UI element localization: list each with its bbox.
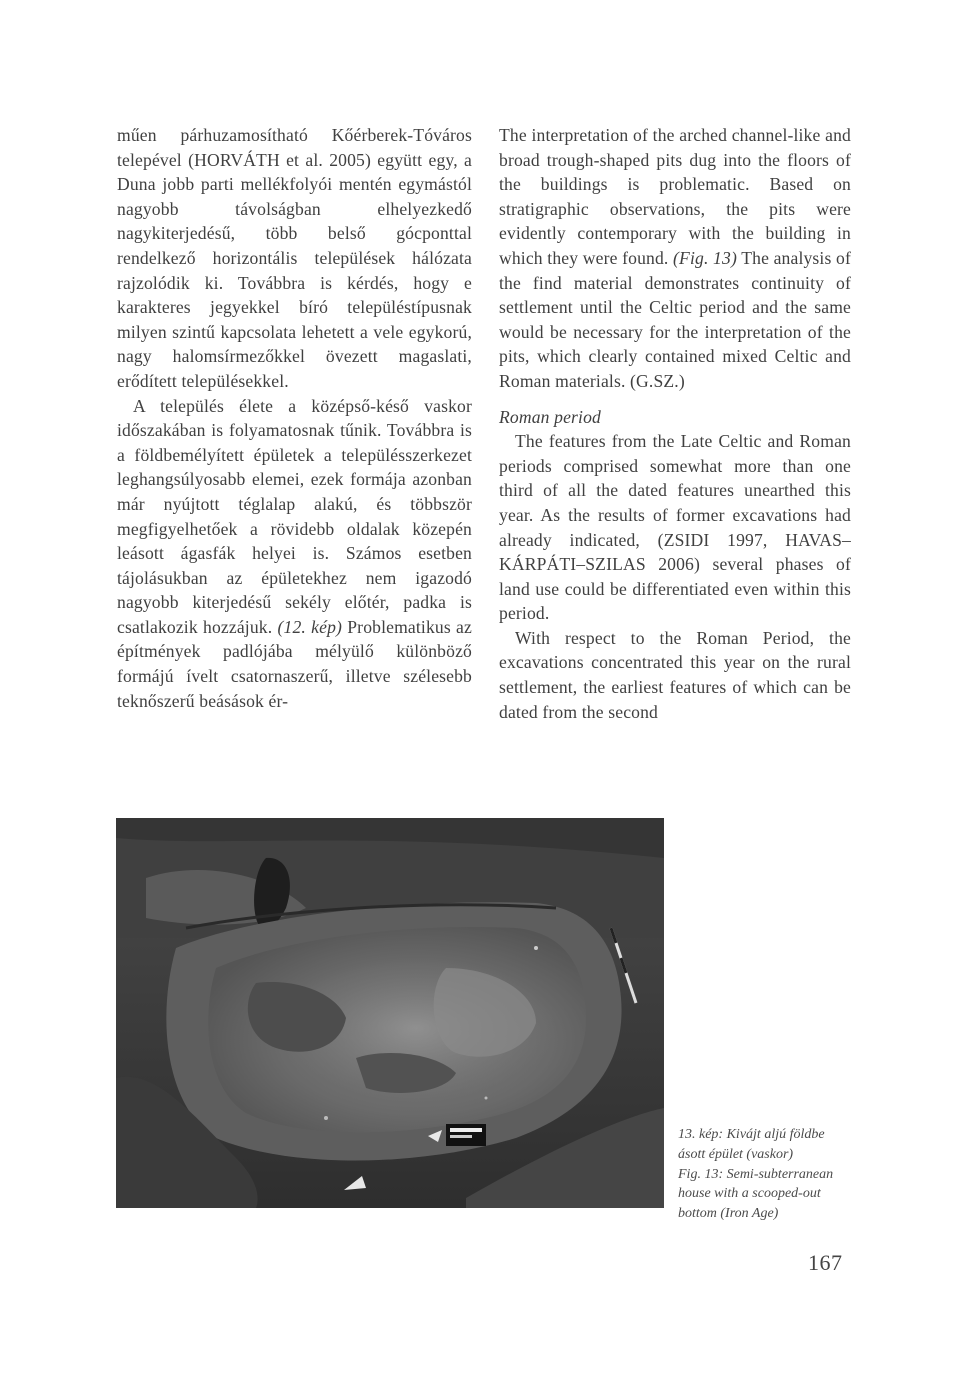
left-paragraph-2-text: A település élete a középső-késő vaskor időszakában is folyamatosnak tűnik. Továbbra is a földbemélyített épületek a településszerkezet leghangsúlyosabb elemei, ezek formája azonban már nyújtott téglalap alakú, és többször megfigyelhetőek a rövidebb oldalak közepén leásott ágasfák helyei is. Számos esetben tájolásukban az épületekhez nem igazodó nagyobb kiterjedésű sekély előtér, padka is csatlakozik hozzájuk. (117, 395, 472, 637)
figure-caption (678, 1125, 853, 1224)
left-paragraph-2-end: Problematikus az építmények padlójába mélyülő különböző formájú ívelt csatornaszerű, illetve szélesebb teknőszerű beásások ér- (117, 616, 472, 711)
left-paragraph-1: műen párhuzamosítható Kőérberek-Tóváros telepével (HORVÁTH et al. 2005) együtt egy, a Duna jobb parti mellékfolyói mentén egymástól nagyobb távolságban elhelyezkedő nagykiterjedésű, több belső gócponttal rendelkező horizontális települések hálózata rajzolódik ki. Továbbra is kérdés, hogy e karakteres jegyekkel bíró településtípusnak milyen szintű kapcsolata lehetett a vele egykorú, nagy halomsírmezőkkel övezett magaslati, erődített településekkel. (117, 125, 472, 391)
left-paragraph-2 (117, 394, 472, 714)
right-paragraph-1-end: The analysis of the find material demonstrates continuity of settlement until the Celtic period and the same would be necessary for the interpretation of the pits, which clearly contained mixed Celtic and Roman materials. (G.SZ.) (499, 247, 851, 391)
caption-hu-label: 13. kép: (678, 1127, 724, 1142)
caption-hu-text: Kivájt aljú földbe ásott épület (vaskor) (678, 1127, 825, 1162)
excavation-photo-graphic (116, 818, 664, 1208)
figure-reference: (Fig. 13) (673, 247, 737, 268)
figure-reference: (12. kép) (277, 616, 343, 637)
excavation-photo (116, 818, 664, 1208)
caption-hungarian (678, 1125, 853, 1165)
right-text-column (499, 123, 851, 724)
right-paragraph-2: The features from the Late Celtic and Roman periods comprised somewhat more than one third of all the dated features unearthed this year. As the results of former excavations had already indicated, (ZSIDI 1997, HAVAS–KÁRPÁTI–SZILAS 2006) several phases of land use could be differentiated even within this period. (499, 431, 851, 624)
caption-en-text: Semi-subterranean house with a scooped-out bottom (Iron Age) (678, 1166, 834, 1222)
right-paragraph-1 (499, 123, 851, 394)
right-paragraph-3: With respect to the Roman Period, the excavations concentrated this year on the rural settlement, the earliest features of which can be dated from the second (499, 627, 851, 722)
left-text-column (117, 123, 472, 713)
caption-english (678, 1165, 853, 1224)
page-number: 167 (808, 1250, 843, 1275)
section-heading: Roman period (499, 406, 601, 427)
right-paragraph-1-text: The interpretation of the arched channel-like and broad trough-shaped pits dug into the floors of the buildings is problematic. Based on stratigraphic observations, the pits were evidently contemporary with the building in which they were found. (499, 125, 851, 268)
caption-en-label: Fig. 13: (678, 1166, 724, 1182)
